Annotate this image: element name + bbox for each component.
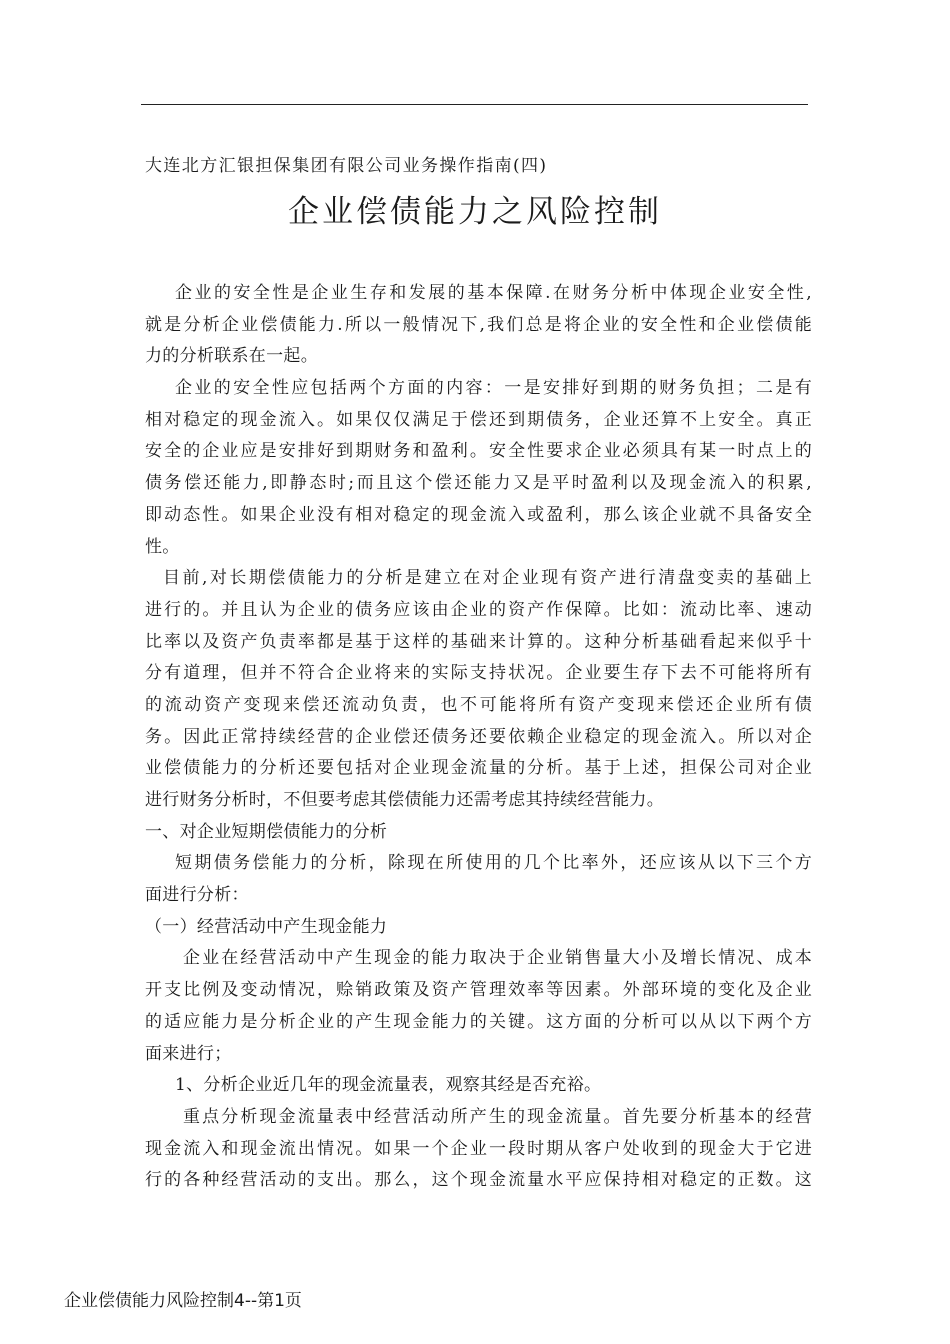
header-rule xyxy=(141,104,808,105)
body-line: 分有道理，但并不符合企业将来的实际支持状况。企业要生存下去不可能将所有 xyxy=(145,663,812,684)
body-line: 安全的企业应是安排好到期财务和盈利。安全性要求企业必须具有某一时点上的 xyxy=(145,441,812,462)
body-line: 的流动资产变现来偿还流动负责，也不可能将所有资产变现来偿还企业所有债 xyxy=(145,694,812,715)
body-line: 行的各种经营活动的支出。那么，这个现金流量水平应保持相对稳定的正数。这 xyxy=(145,1170,812,1191)
body-line: 目前,对长期偿债能力的分析是建立在对企业现有资产进行清盘变卖的基础上 xyxy=(163,568,812,589)
body-line: 进行财务分析时，不但要考虑其偿债能力还需考虑其持续经营能力。 xyxy=(145,790,664,810)
body-line: 短期债务偿能力的分析，除现在所使用的几个比率外，还应该从以下三个方 xyxy=(175,853,812,874)
body-line: 就是分析企业偿债能力.所以一般情况下,我们总是将企业的安全性和企业偿债能 xyxy=(145,314,812,335)
body-line: 即动态性。如果企业没有相对稳定的现金流入或盈利，那么该企业就不具备安全 xyxy=(145,504,812,525)
body-line: 业偿债能力的分析还要包括对企业现金流量的分析。基于上述，担保公司对企业 xyxy=(145,758,812,779)
body-line: 重点分析现金流量表中经营活动所产生的现金流量。首先要分析基本的经营 xyxy=(183,1106,812,1127)
body-line: 相对稳定的现金流入。如果仅仅满足于偿还到期债务，企业还算不上安全。真正 xyxy=(145,409,812,430)
body-line: 务。因此正常持续经营的企业偿还债务还要依赖企业稳定的现金流入。所以对企 xyxy=(145,726,812,747)
body-line: 现金流入和现金流出情况。如果一个企业一段时期从客户处收到的现金大于它进 xyxy=(145,1138,812,1159)
body-line: 力的分析联系在一起。 xyxy=(145,346,318,367)
page-footer: 企业偿债能力风险控制4--第1页 xyxy=(64,1291,302,1311)
section-heading: 一、对企业短期偿债能力的分析 xyxy=(145,821,388,842)
document-title: 企业偿债能力之风险控制 xyxy=(288,194,662,230)
document-body xyxy=(145,278,812,1197)
body-line: 性。 xyxy=(145,536,180,557)
subsection-heading: （一）经营活动中产生现金能力 xyxy=(145,916,388,937)
numbered-item: 1、分析企业近几年的现金流量表，观察其经是否充裕。 xyxy=(175,1075,602,1096)
body-line: 比率以及资产负责率都是基于这样的基础来计算的。这种分析基础看起来似乎十 xyxy=(145,631,812,652)
body-line: 的适应能力是分析企业的产生现金能力的关键。这方面的分析可以从以下两个方 xyxy=(145,1011,812,1032)
body-line: 企业的安全性是企业生存和发展的基本保障.在财务分析中体现企业安全性, xyxy=(175,283,812,303)
body-line: 债务偿还能力,即静态时;而且这个偿还能力又是平时盈利以及现金流入的积累, xyxy=(145,473,812,494)
body-line: 企业在经营活动中产生现金的能力取决于企业销售量大小及增长情况、成本 xyxy=(183,948,812,969)
body-line: 进行的。并且认为企业的债务应该由企业的资产作保障。比如：流动比率、速动 xyxy=(145,599,812,620)
document-subtitle: 大连北方汇银担保集团有限公司业务操作指南(四) xyxy=(145,156,548,176)
body-line: 企业的安全性应包括两个方面的内容：一是安排好到期的财务负担；二是有 xyxy=(175,378,812,399)
body-line: 面来进行； xyxy=(145,1043,232,1064)
body-line: 面进行分析： xyxy=(145,885,249,906)
body-line: 开支比例及变动情况，赊销政策及资产管理效率等因素。外部环境的变化及企业 xyxy=(145,980,812,1001)
